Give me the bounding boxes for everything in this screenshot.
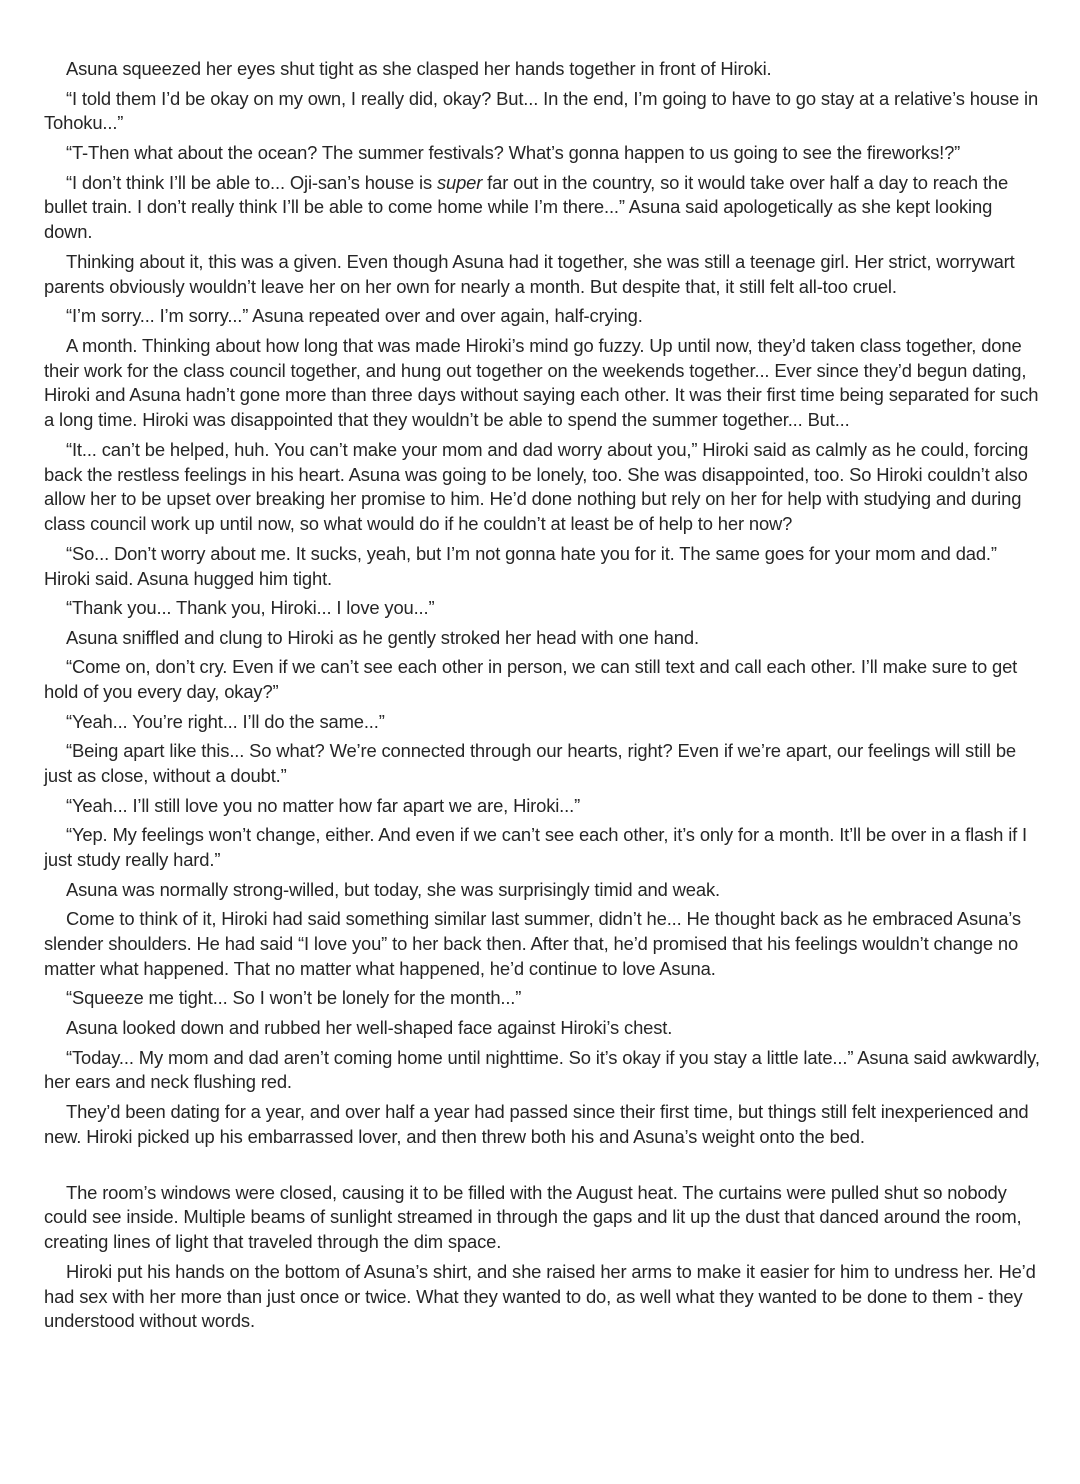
paragraph: Hiroki put his hands on the bottom of Asuna’s shirt, and she raised her arms to make it easier for him to undress her. He’d had sex with her more than just once or twice. What they wanted to do, as well what they wanted to be done to them - they understood without words. — [44, 1260, 1036, 1332]
paragraph: “Squeeze me tight... So I won’t be lonely for the month...” — [66, 987, 522, 1009]
paragraph-text-after: far out in the country, so it would take over half a day to reach the bullet train. I don’t really think I’ll be able to come home while I’m there...” Asuna said apologetically as she kept looking down. — [44, 171, 1009, 243]
paragraph: “I told them I’d be okay on my own, I really did, okay? But... In the end, I’m going to have to go stay at a relative’s house in Tohoku...” — [44, 87, 1039, 134]
paragraph: Come to think of it, Hiroki had said something similar last summer, didn’t he... He thought back as he embraced Asuna’s slender shoulders. He had said “I love you” to her back then. After that, he’d promised that his feelings wouldn’t change no matter what happened. That no matter what happened, he’d continue to love Asuna. — [44, 908, 1021, 979]
paragraph: They’d been dating for a year, and over half a year had passed since their first time, but things still felt inexperienced and new. Hiroki picked up his embarrassed lover, and then threw both his and Asuna’s weight onto the bed. — [44, 1101, 1029, 1147]
emphasized-word: super — [436, 171, 483, 193]
paragraph: Asuna looked down and rubbed her well-shaped face against Hiroki’s chest. — [66, 1017, 673, 1039]
paragraph: Asuna squeezed her eyes shut tight as she clasped her hands together in front of Hiroki. — [66, 58, 772, 79]
paragraph: “T-Then what about the ocean? The summer festivals? What’s gonna happen to us going to see the fireworks!?” — [66, 141, 961, 163]
paragraph-with-emphasis — [44, 171, 1044, 245]
paragraph: Asuna was normally strong-willed, but today, she was surprisingly timid and weak. — [66, 878, 720, 900]
document-page — [44, 57, 1044, 1339]
paragraph: Thinking about it, this was a given. Even though Asuna had it together, she was still a teenage girl. Her strict, worrywart parents obviously wouldn’t leave her on her own for nearly a month. But despite that, it still felt all-too cruel. — [44, 250, 1015, 297]
paragraph: “Yeah... You’re right... I’ll do the same...” — [66, 710, 385, 732]
paragraph: “Yep. My feelings won’t change, either. And even if we can’t see each other, it’s only for a month. It’ll be over in a flash if I just study really hard.” — [44, 824, 1028, 871]
paragraph: “Thank you... Thank you, Hiroki... I love you...” — [66, 597, 435, 619]
paragraph: “It... can’t be helped, huh. You can’t make your mom and dad worry about you,” Hiroki said as calmly as he could, forcing back the restless feelings in his heart. Asuna was going to be lonely, too. She was disappointed, too. So Hiroki couldn’t also allow her to be upset over breaking her promise to him. He’d done nothing but rely on her for help with studying and during class council work up until now, so what would do if he couldn’t at least be of help to her now? — [44, 438, 1029, 535]
paragraph: “Today... My mom and dad aren’t coming home until nighttime. So it’s okay if you stay a little late...” Asuna said awkwardly, her ears and neck flushing red. — [44, 1046, 1040, 1093]
paragraph: “So... Don’t worry about me. It sucks, yeah, but I’m not gonna hate you for it. The same goes for your mom and dad.” Hiroki said. Asuna hugged him tight. — [44, 542, 997, 589]
paragraph: “Come on, don’t cry. Even if we can’t see each other in person, we can still text and call each other. I’ll make sure to get hold of you every day, okay?” — [44, 656, 1018, 703]
scene-break-paragraph: The room’s windows were closed, causing it to be filled with the August heat. The curtains were pulled shut so nobody could see inside. Multiple beams of sunlight streamed in through the gaps and lit up the dust that danced around the room, creating lines of light that traveled through the dim space. — [44, 1181, 1022, 1253]
paragraph: “Yeah... I’ll still love you no matter how far apart we are, Hiroki...” — [66, 794, 581, 816]
paragraph: A month. Thinking about how long that was made Hiroki’s mind go fuzzy. Up until now, they’d taken class together, done their work for the class council together, and hung out together on the weekends together... Ever since they’d begun dating, Hiroki and Asuna hadn’t gone more than three days without saying each other. It was their first time being separated for such a long time. Hiroki was disappointed that they wouldn’t be able to spend the summer together... But... — [44, 334, 1039, 431]
paragraph: “Being apart like this... So what? We’re connected through our hearts, right? Even if we’re apart, our feelings will still be just as close, without a doubt.” — [44, 740, 1016, 787]
paragraph-text-before: “I don’t think I’ll be able to... Oji-san’s house is — [66, 171, 437, 193]
paragraph: “I’m sorry... I’m sorry...” Asuna repeated over and over again, half-crying. — [66, 305, 643, 327]
paragraph: Asuna sniffled and clung to Hiroki as he gently stroked her head with one hand. — [66, 626, 699, 648]
